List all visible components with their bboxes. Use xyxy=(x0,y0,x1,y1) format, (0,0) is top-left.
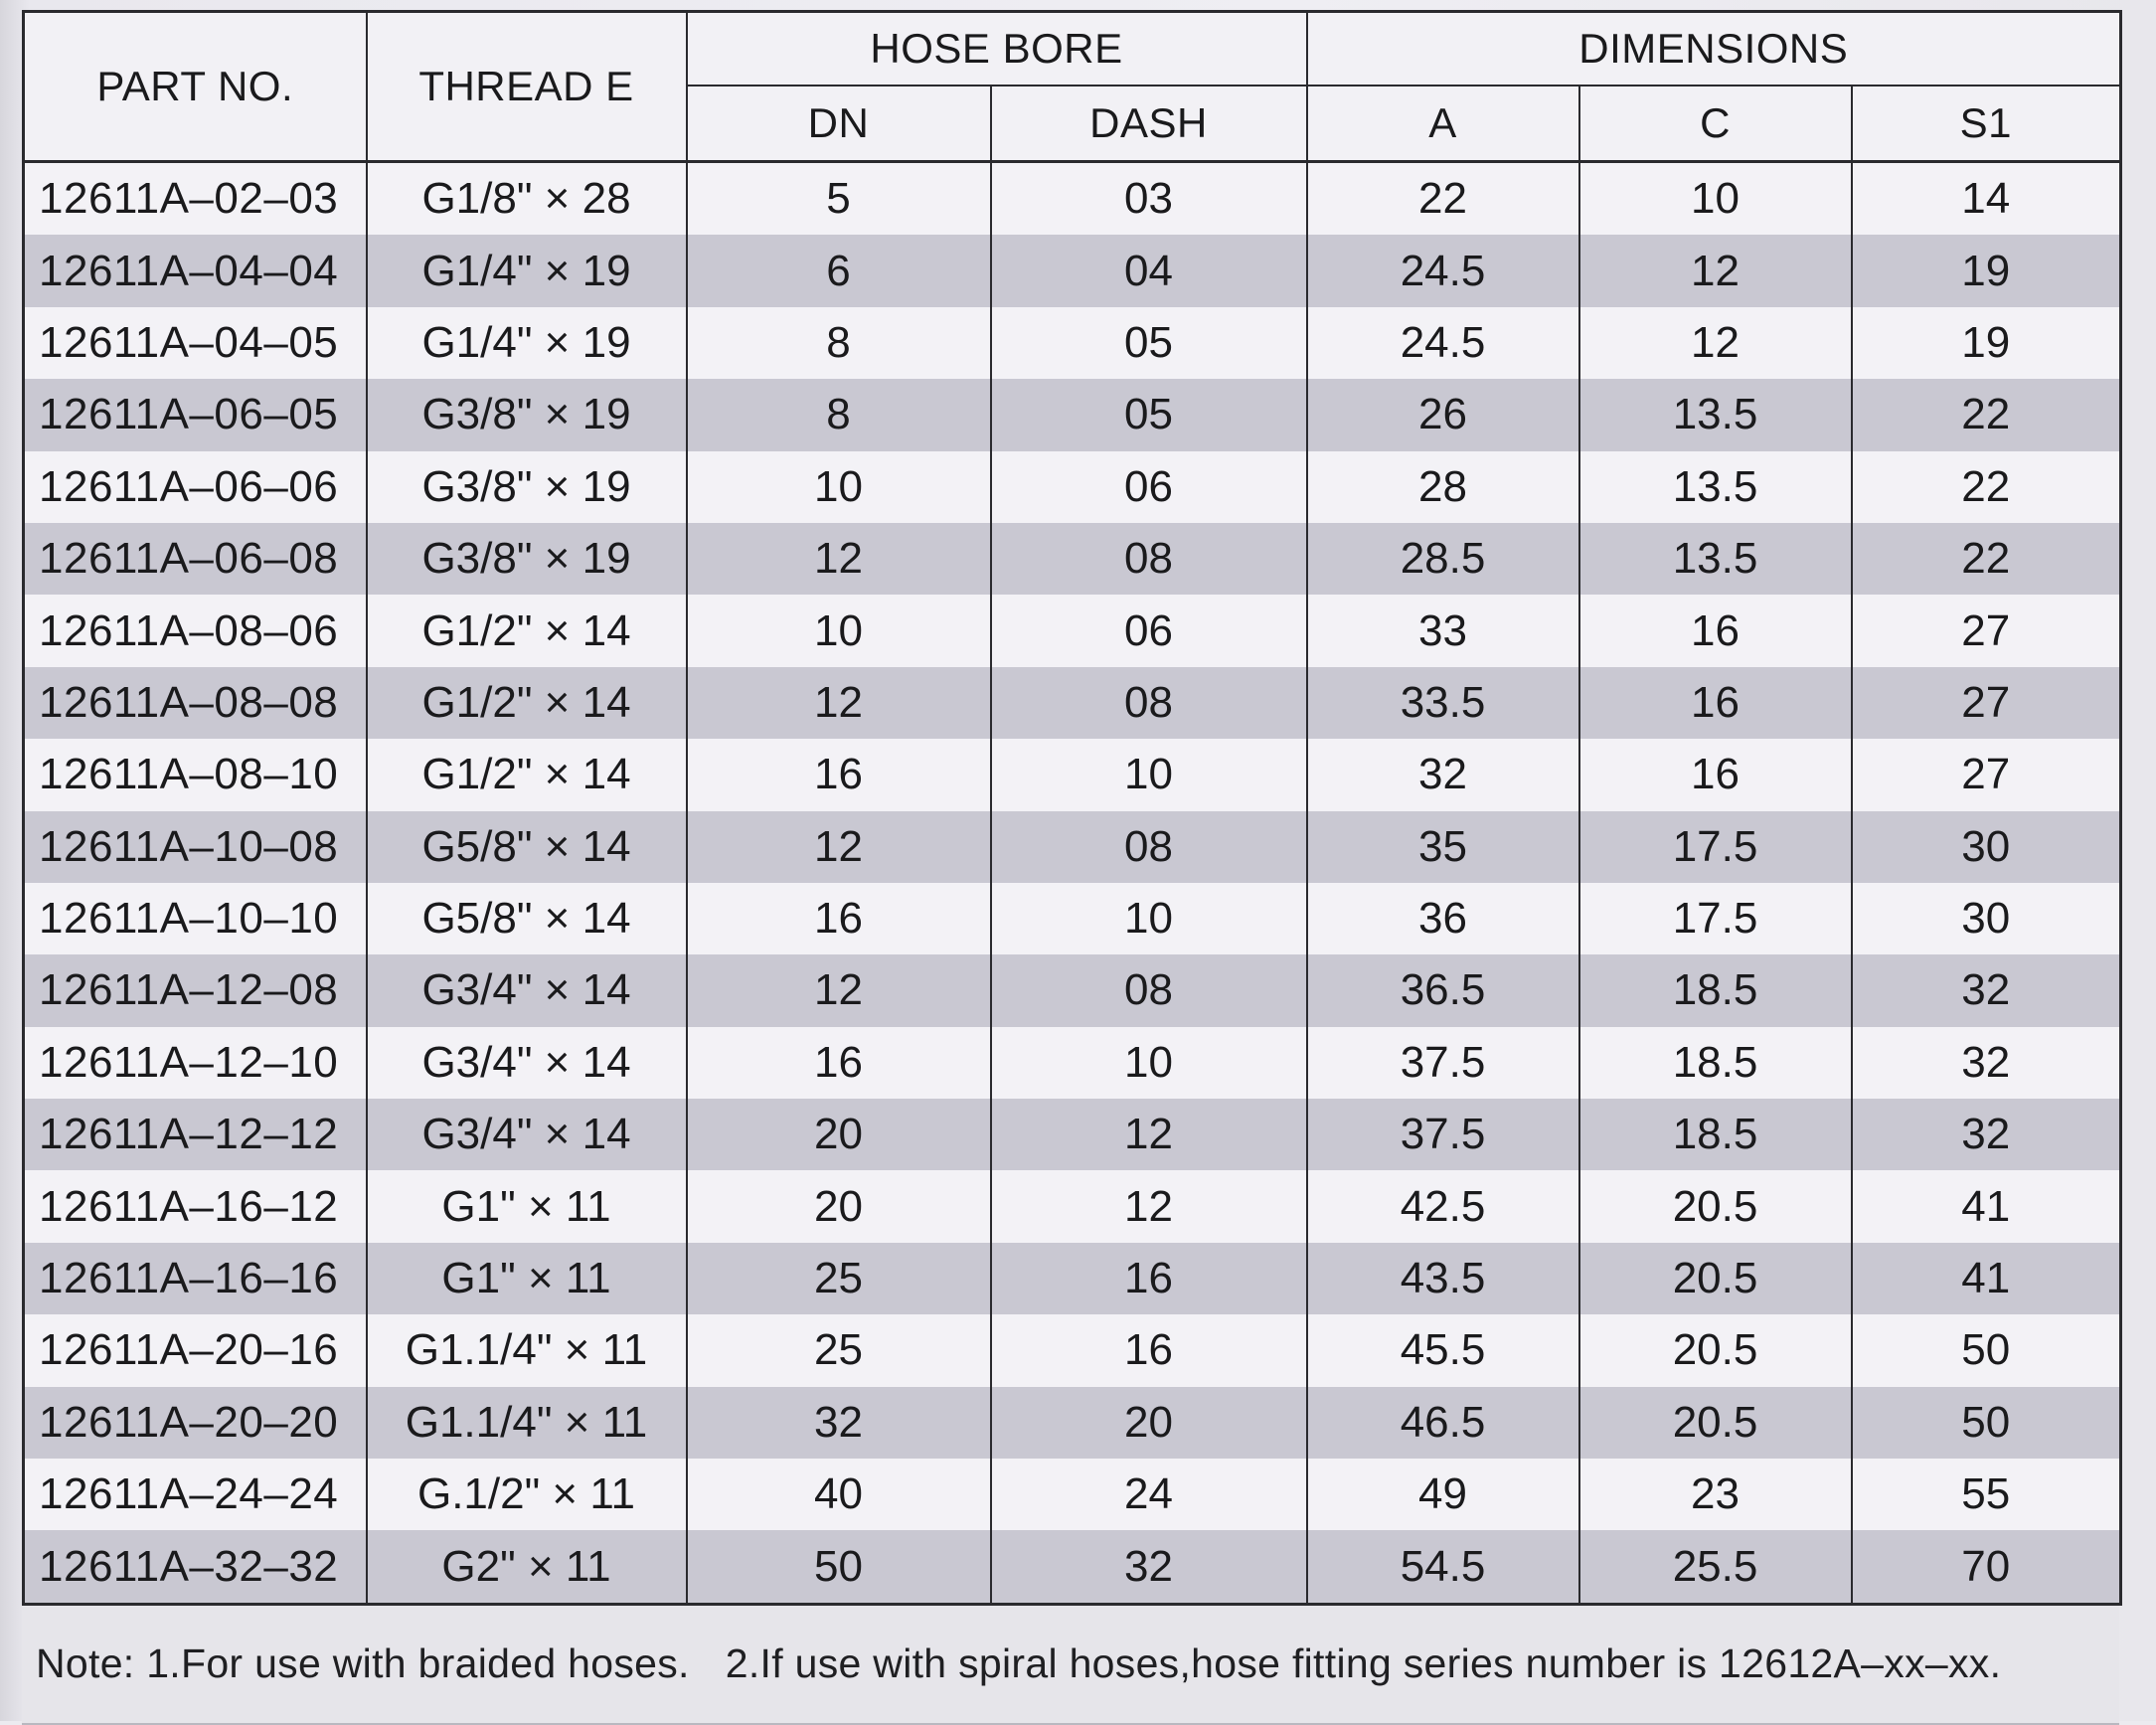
cell-dn: 6 xyxy=(687,235,991,306)
cell-c: 13.5 xyxy=(1579,523,1852,595)
cell-a: 49 xyxy=(1307,1459,1579,1530)
cell-s1: 14 xyxy=(1852,162,2121,236)
cell-dash: 16 xyxy=(991,1243,1307,1314)
cell-dn: 25 xyxy=(687,1243,991,1314)
cell-s1: 22 xyxy=(1852,379,2121,450)
cell-c: 17.5 xyxy=(1579,883,1852,954)
cell-part-no: 12611A–06–08 xyxy=(24,523,367,595)
cell-a: 28 xyxy=(1307,451,1579,523)
cell-part-no: 12611A–08–08 xyxy=(24,667,367,739)
cell-thread: G1/8" × 28 xyxy=(367,162,687,236)
cell-c: 10 xyxy=(1579,162,1852,236)
cell-dn: 16 xyxy=(687,1027,991,1099)
cell-c: 20.5 xyxy=(1579,1314,1852,1386)
cell-part-no: 12611A–08–10 xyxy=(24,739,367,810)
cell-part-no: 12611A–24–24 xyxy=(24,1459,367,1530)
cell-dn: 32 xyxy=(687,1387,991,1459)
table-row xyxy=(24,235,2121,306)
cell-a: 28.5 xyxy=(1307,523,1579,595)
cell-a: 22 xyxy=(1307,162,1579,236)
header-thread: THREAD E xyxy=(367,12,687,162)
cell-dash: 12 xyxy=(991,1099,1307,1170)
cell-dn: 20 xyxy=(687,1170,991,1242)
cell-dash: 24 xyxy=(991,1459,1307,1530)
cell-c: 23 xyxy=(1579,1459,1852,1530)
cell-s1: 30 xyxy=(1852,883,2121,954)
cell-part-no: 12611A–08–06 xyxy=(24,595,367,666)
cell-a: 42.5 xyxy=(1307,1170,1579,1242)
table-row xyxy=(24,954,2121,1026)
cell-c: 12 xyxy=(1579,235,1852,306)
header-dash: DASH xyxy=(991,86,1307,162)
cell-s1: 27 xyxy=(1852,595,2121,666)
cell-thread: G3/8" × 19 xyxy=(367,451,687,523)
table-row xyxy=(24,1027,2121,1099)
table-row xyxy=(24,379,2121,450)
table-row xyxy=(24,1459,2121,1530)
cell-dash: 08 xyxy=(991,811,1307,883)
table-row xyxy=(24,1170,2121,1242)
cell-dn: 12 xyxy=(687,667,991,739)
cell-a: 33 xyxy=(1307,595,1579,666)
cell-c: 16 xyxy=(1579,595,1852,666)
table-row xyxy=(24,1243,2121,1314)
cell-dn: 20 xyxy=(687,1099,991,1170)
cell-c: 17.5 xyxy=(1579,811,1852,883)
header-part-no: PART NO. xyxy=(24,12,367,162)
cell-part-no: 12611A–16–12 xyxy=(24,1170,367,1242)
cell-a: 37.5 xyxy=(1307,1027,1579,1099)
cell-dash: 20 xyxy=(991,1387,1307,1459)
cell-s1: 41 xyxy=(1852,1170,2121,1242)
cell-part-no: 12611A–02–03 xyxy=(24,162,367,236)
cell-c: 20.5 xyxy=(1579,1387,1852,1459)
cell-c: 20.5 xyxy=(1579,1243,1852,1314)
cell-s1: 41 xyxy=(1852,1243,2121,1314)
cell-a: 26 xyxy=(1307,379,1579,450)
cell-dn: 16 xyxy=(687,883,991,954)
cell-dn: 40 xyxy=(687,1459,991,1530)
cell-part-no: 12611A–32–32 xyxy=(24,1530,367,1604)
cell-part-no: 12611A–10–08 xyxy=(24,811,367,883)
cell-dn: 8 xyxy=(687,307,991,379)
cell-a: 43.5 xyxy=(1307,1243,1579,1314)
cell-s1: 70 xyxy=(1852,1530,2121,1604)
cell-thread: G5/8" × 14 xyxy=(367,883,687,954)
cell-s1: 19 xyxy=(1852,235,2121,306)
cell-dn: 50 xyxy=(687,1530,991,1604)
cell-dn: 12 xyxy=(687,523,991,595)
cell-part-no: 12611A–20–16 xyxy=(24,1314,367,1386)
cell-part-no: 12611A–12–08 xyxy=(24,954,367,1026)
cell-dash: 06 xyxy=(991,451,1307,523)
table-row xyxy=(24,1530,2121,1604)
cell-a: 45.5 xyxy=(1307,1314,1579,1386)
spec-sheet xyxy=(22,10,2119,1725)
note-label: Note: xyxy=(36,1640,147,1687)
cell-c: 20.5 xyxy=(1579,1170,1852,1242)
cell-a: 36 xyxy=(1307,883,1579,954)
cell-dn: 12 xyxy=(687,811,991,883)
cell-dn: 12 xyxy=(687,954,991,1026)
cell-thread: G3/4" × 14 xyxy=(367,1099,687,1170)
table-row xyxy=(24,739,2121,810)
cell-part-no: 12611A–06–05 xyxy=(24,379,367,450)
cell-thread: G1/4" × 19 xyxy=(367,307,687,379)
cell-dash: 05 xyxy=(991,379,1307,450)
cell-thread: G3/8" × 19 xyxy=(367,523,687,595)
cell-thread: G1/2" × 14 xyxy=(367,595,687,666)
cell-s1: 50 xyxy=(1852,1387,2121,1459)
cell-c: 13.5 xyxy=(1579,379,1852,450)
cell-c: 18.5 xyxy=(1579,1027,1852,1099)
cell-dn: 10 xyxy=(687,595,991,666)
cell-a: 37.5 xyxy=(1307,1099,1579,1170)
header-dn: DN xyxy=(687,86,991,162)
cell-thread: G1.1/4" × 11 xyxy=(367,1314,687,1386)
cell-a: 24.5 xyxy=(1307,307,1579,379)
cell-s1: 19 xyxy=(1852,307,2121,379)
cell-c: 18.5 xyxy=(1579,1099,1852,1170)
cell-thread: G1/2" × 14 xyxy=(367,739,687,810)
cell-s1: 22 xyxy=(1852,451,2121,523)
cell-part-no: 12611A–04–05 xyxy=(24,307,367,379)
cell-dash: 10 xyxy=(991,739,1307,810)
cell-a: 24.5 xyxy=(1307,235,1579,306)
cell-a: 32 xyxy=(1307,739,1579,810)
cell-c: 18.5 xyxy=(1579,954,1852,1026)
cell-a: 36.5 xyxy=(1307,954,1579,1026)
cell-dash: 04 xyxy=(991,235,1307,306)
cell-s1: 27 xyxy=(1852,667,2121,739)
cell-a: 33.5 xyxy=(1307,667,1579,739)
note-item-1: 1.For use with braided hoses. xyxy=(146,1640,690,1687)
cell-s1: 50 xyxy=(1852,1314,2121,1386)
table-row xyxy=(24,162,2121,236)
cell-dash: 10 xyxy=(991,1027,1307,1099)
table-row xyxy=(24,307,2121,379)
table-row xyxy=(24,523,2121,595)
cell-dash: 16 xyxy=(991,1314,1307,1386)
cell-dash: 05 xyxy=(991,307,1307,379)
cell-part-no: 12611A–06–06 xyxy=(24,451,367,523)
cell-s1: 27 xyxy=(1852,739,2121,810)
cell-thread: G1" × 11 xyxy=(367,1243,687,1314)
cell-thread: G2" × 11 xyxy=(367,1530,687,1604)
cell-thread: G1.1/4" × 11 xyxy=(367,1387,687,1459)
cell-thread: G3/4" × 14 xyxy=(367,954,687,1026)
cell-s1: 32 xyxy=(1852,1099,2121,1170)
cell-part-no: 12611A–12–10 xyxy=(24,1027,367,1099)
cell-dash: 06 xyxy=(991,595,1307,666)
cell-part-no: 12611A–04–04 xyxy=(24,235,367,306)
cell-c: 12 xyxy=(1579,307,1852,379)
header-c: C xyxy=(1579,86,1852,162)
cell-c: 16 xyxy=(1579,739,1852,810)
cell-part-no: 12611A–10–10 xyxy=(24,883,367,954)
cell-c: 25.5 xyxy=(1579,1530,1852,1604)
cell-thread: G3/4" × 14 xyxy=(367,1027,687,1099)
header-a: A xyxy=(1307,86,1579,162)
header-s1: S1 xyxy=(1852,86,2121,162)
table-row xyxy=(24,667,2121,739)
cell-a: 35 xyxy=(1307,811,1579,883)
cell-s1: 55 xyxy=(1852,1459,2121,1530)
cell-dash: 12 xyxy=(991,1170,1307,1242)
cell-part-no: 12611A–16–16 xyxy=(24,1243,367,1314)
table-body xyxy=(24,162,2121,1605)
cell-thread: G1/4" × 19 xyxy=(367,235,687,306)
cell-thread: G.1/2" × 11 xyxy=(367,1459,687,1530)
cell-s1: 22 xyxy=(1852,523,2121,595)
cell-a: 46.5 xyxy=(1307,1387,1579,1459)
cell-thread: G3/8" × 19 xyxy=(367,379,687,450)
cell-c: 13.5 xyxy=(1579,451,1852,523)
cell-dash: 08 xyxy=(991,954,1307,1026)
table-row xyxy=(24,595,2121,666)
cell-dn: 16 xyxy=(687,739,991,810)
cell-part-no: 12611A–12–12 xyxy=(24,1099,367,1170)
cell-dn: 8 xyxy=(687,379,991,450)
cell-c: 16 xyxy=(1579,667,1852,739)
cell-thread: G5/8" × 14 xyxy=(367,811,687,883)
note-item-2: 2.If use with spiral hoses,hose fitting series number is 12612A–xx–xx. xyxy=(725,1640,2002,1687)
table-row xyxy=(24,1099,2121,1170)
header-hose-bore: HOSE BORE xyxy=(687,12,1307,86)
cell-thread: G1" × 11 xyxy=(367,1170,687,1242)
table-row xyxy=(24,1314,2121,1386)
table-row xyxy=(24,883,2121,954)
cell-dash: 32 xyxy=(991,1530,1307,1604)
cell-dash: 03 xyxy=(991,162,1307,236)
cell-thread: G1/2" × 14 xyxy=(367,667,687,739)
cell-part-no: 12611A–20–20 xyxy=(24,1387,367,1459)
cell-s1: 32 xyxy=(1852,954,2121,1026)
footnote xyxy=(22,1606,2119,1725)
table-row xyxy=(24,1387,2121,1459)
cell-a: 54.5 xyxy=(1307,1530,1579,1604)
cell-dash: 08 xyxy=(991,523,1307,595)
header-dimensions: DIMENSIONS xyxy=(1307,12,2121,86)
hose-fitting-spec-table xyxy=(22,10,2122,1606)
cell-s1: 32 xyxy=(1852,1027,2121,1099)
cell-dn: 5 xyxy=(687,162,991,236)
cell-dash: 08 xyxy=(991,667,1307,739)
cell-dn: 10 xyxy=(687,451,991,523)
cell-dash: 10 xyxy=(991,883,1307,954)
cell-dn: 25 xyxy=(687,1314,991,1386)
table-row xyxy=(24,811,2121,883)
table-header xyxy=(24,12,2121,162)
cell-s1: 30 xyxy=(1852,811,2121,883)
table-row xyxy=(24,451,2121,523)
